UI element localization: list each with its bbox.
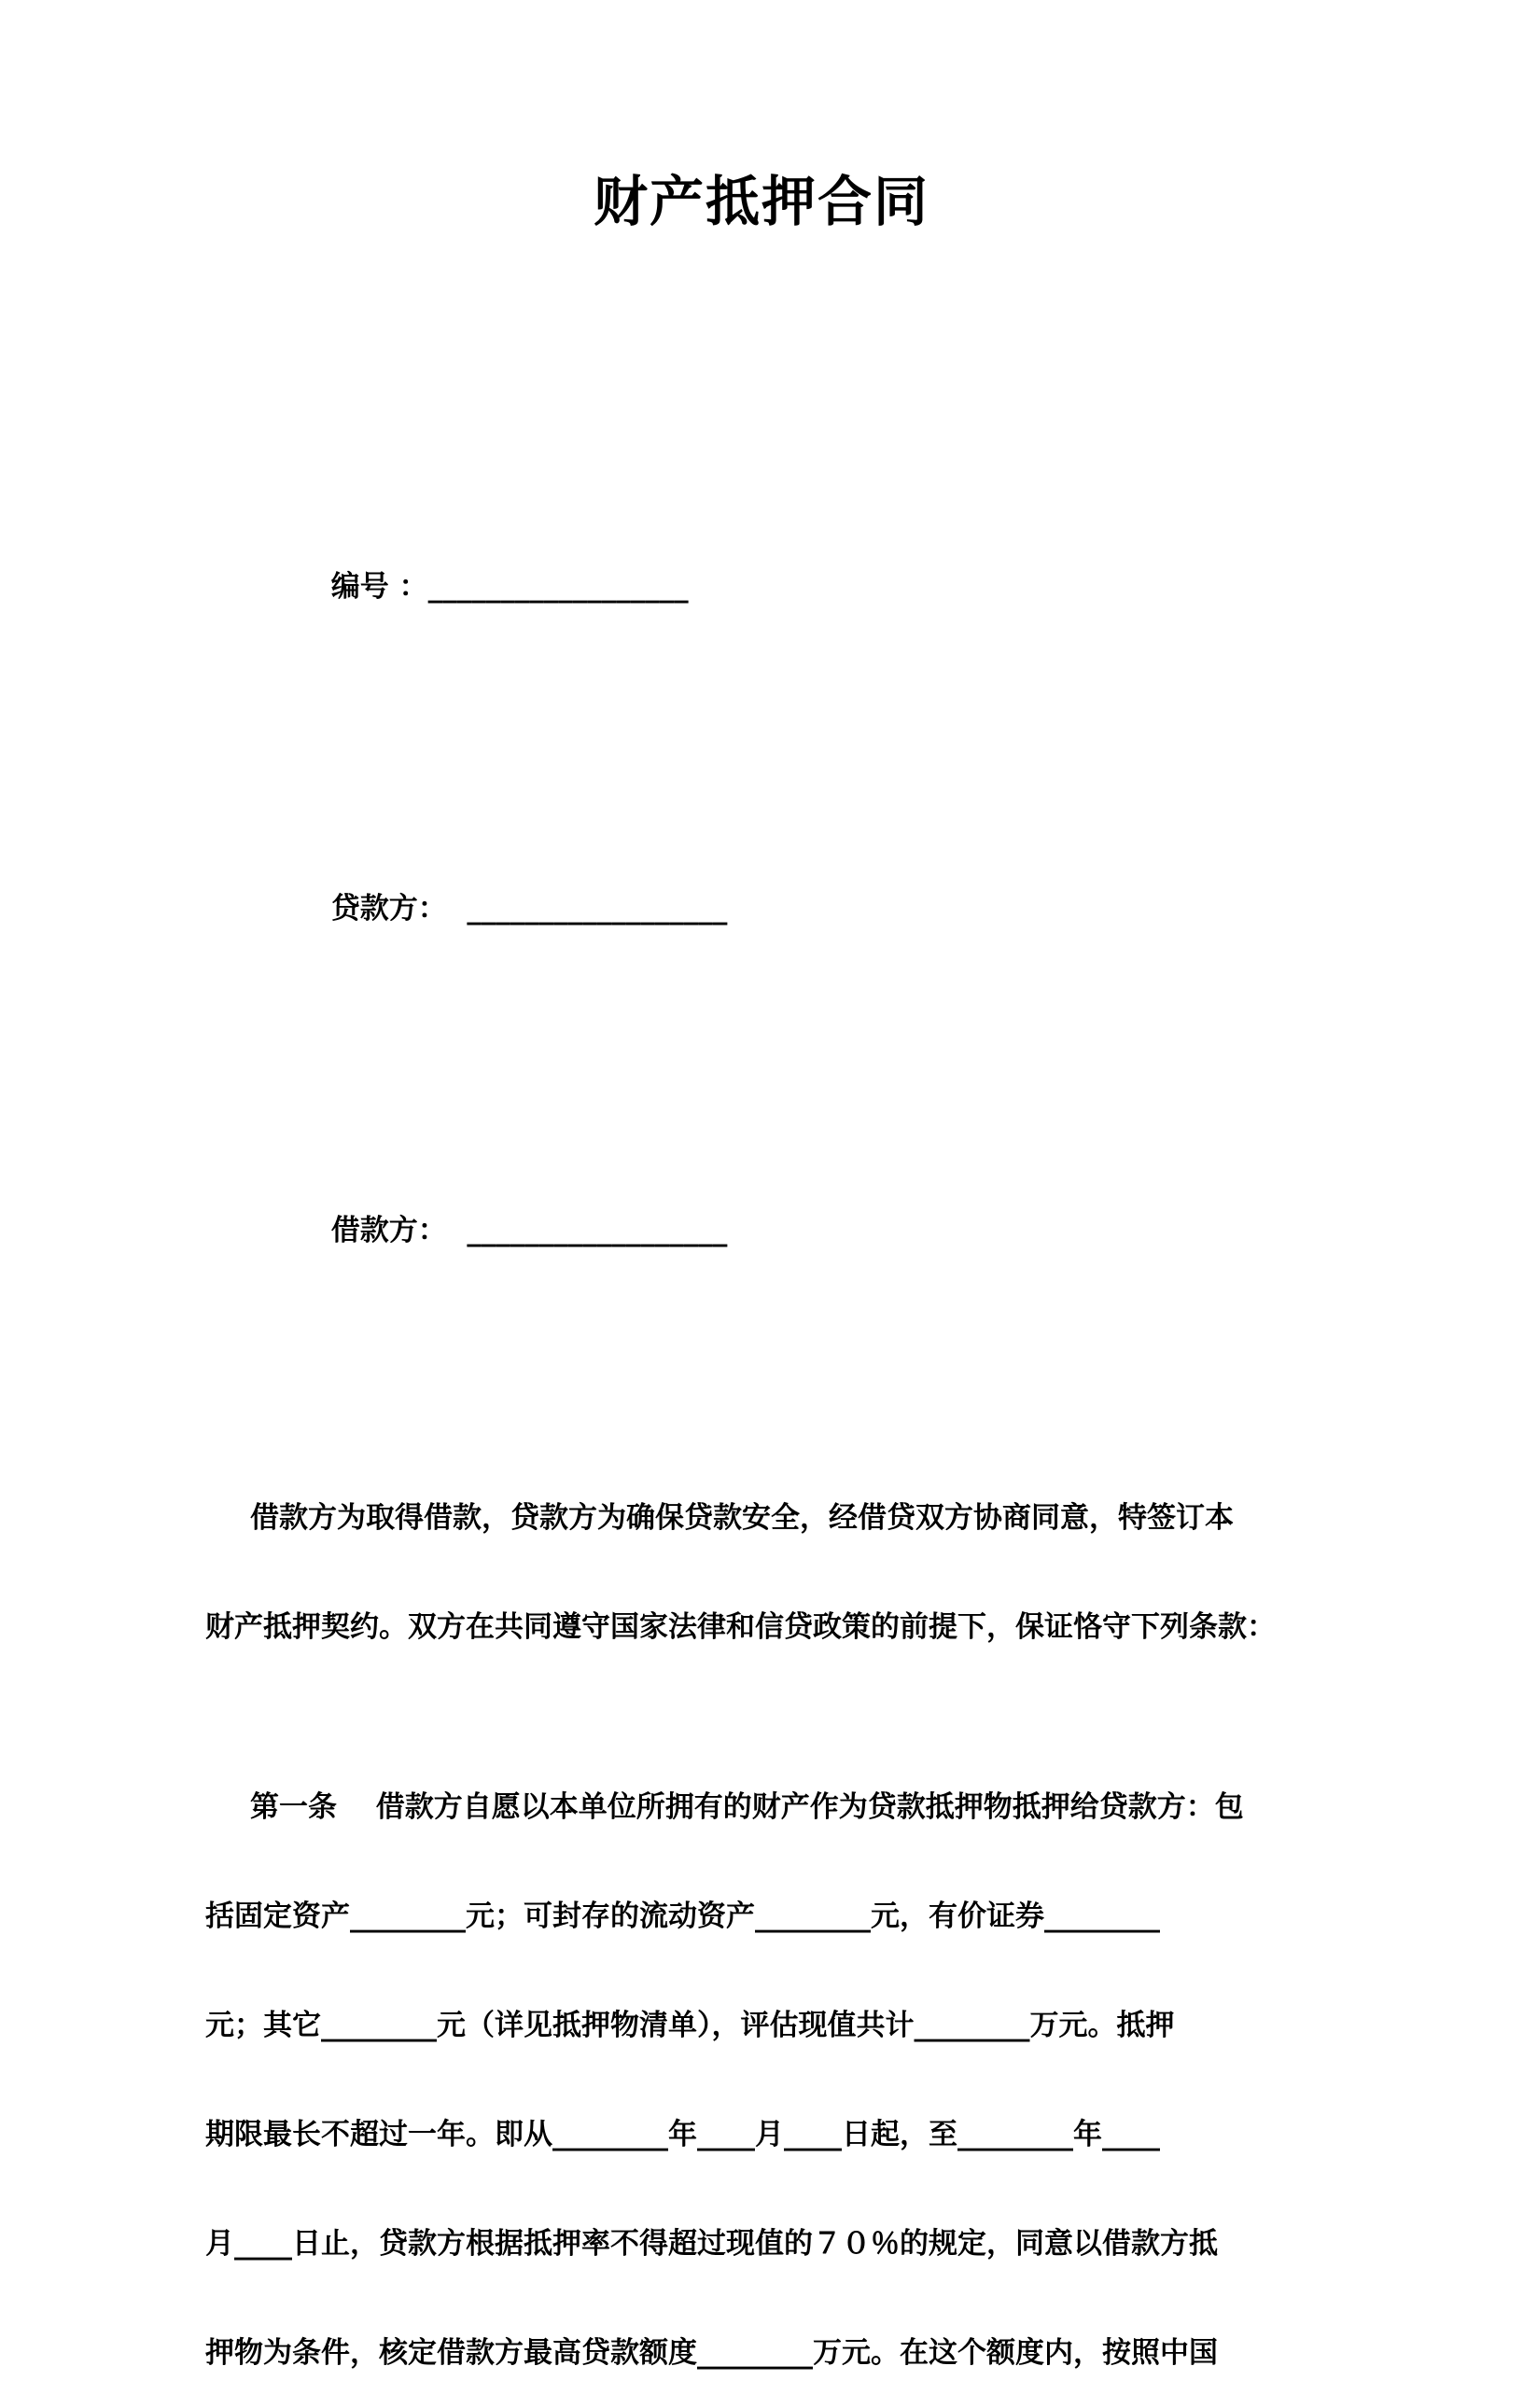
paragraph-clause-1	[205, 1753, 1374, 2408]
field-row-borrower	[271, 1070, 1523, 1392]
text-line: 押物为条件，核定借款方最高贷款额度________万元。在这个额度内，按照中国	[205, 2336, 1218, 2370]
field-label-lender: 贷款方：	[330, 892, 447, 926]
paragraph-preamble	[205, 1464, 1374, 1682]
document-title: 财产抵押合同	[593, 170, 929, 233]
field-blank-lender: __________________	[446, 892, 728, 926]
field-row-number	[271, 426, 1523, 748]
field-label-number: 编号 ：	[330, 570, 428, 604]
text-line: 借款方为取得借款，贷款方为确保贷款安全，经借贷双方协商同意，特签订本	[250, 1501, 1234, 1535]
text-line: 括固定资产________元；可封存的流动资产________元，有价证券________	[205, 1900, 1160, 1933]
text-line: 元；其它________元（详见抵押物清单），评估现值共计________万元。抵押	[205, 2009, 1175, 2042]
field-row-lender	[271, 748, 1523, 1070]
text-line: 财产抵押契约。双方在共同遵守国家法律和信贷政策的前提下，保证恪守下列条款：	[205, 1610, 1276, 1644]
text-line: 期限最长不超过一年。即从________年____月____日起，至________年____	[205, 2118, 1160, 2151]
field-label-borrower: 借款方：	[330, 1214, 447, 1247]
contract-body	[205, 1464, 1374, 2408]
field-blank-number: __________________	[427, 570, 689, 604]
text-line: 月____日止，贷款方根据抵押率不得超过现值的７０％的规定，同意以借款方抵	[205, 2227, 1218, 2261]
field-blank-borrower: __________________	[446, 1214, 728, 1247]
header-fields	[271, 426, 1523, 1392]
text-line: 第一条 借款方自愿以本单位所拥有的财产作为贷款抵押物抵押给贷款方：包	[250, 1790, 1244, 1824]
